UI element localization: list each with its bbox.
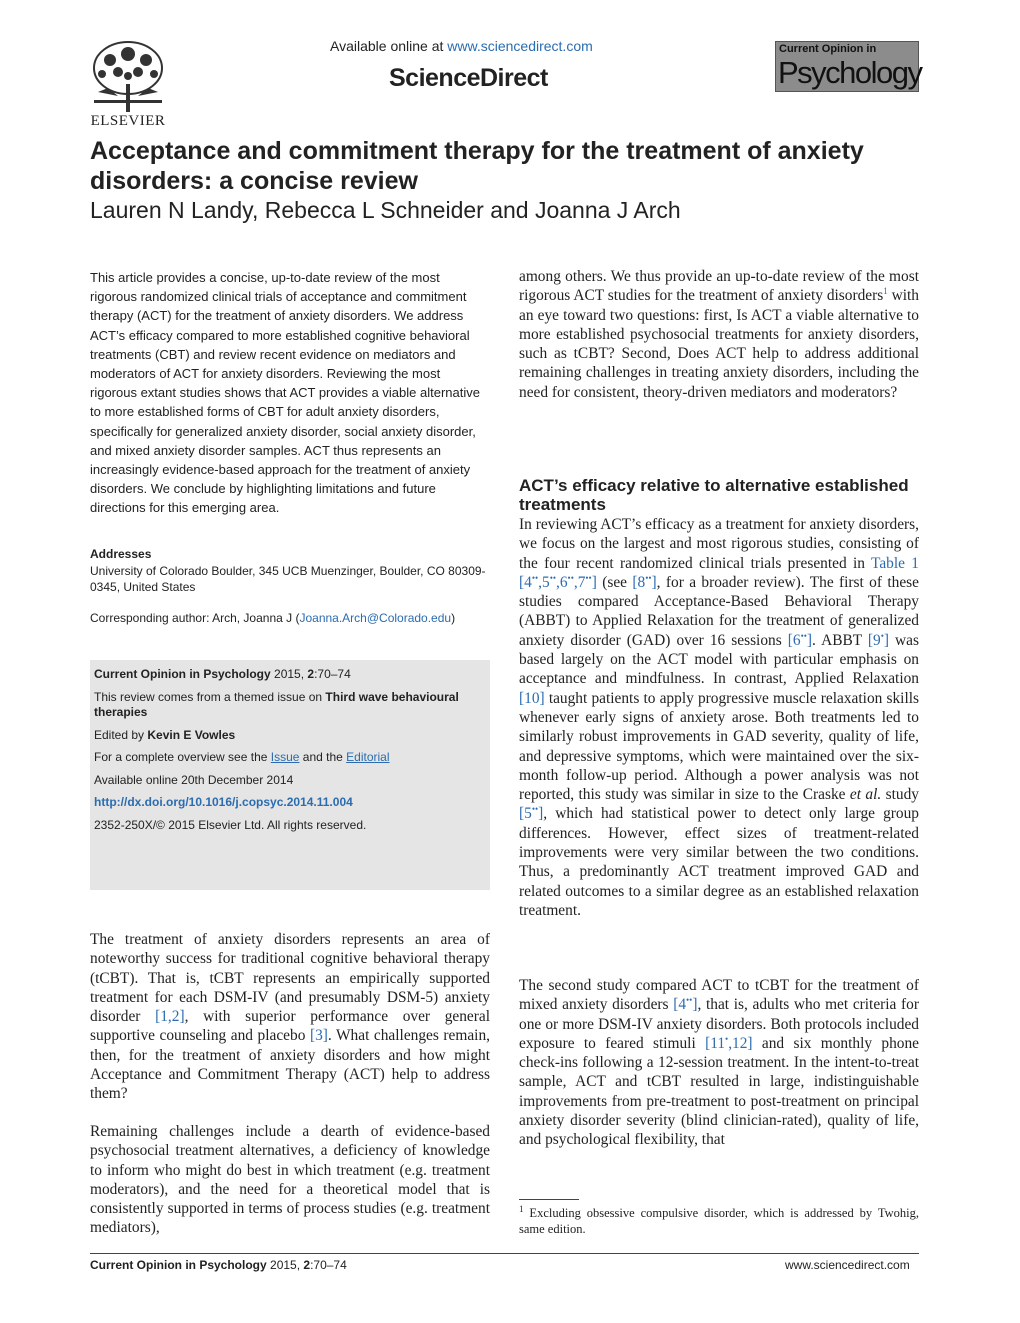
- info-copyright: 2352-250X/© 2015 Elsevier Ltd. All rights reserved.: [94, 817, 367, 832]
- text-run: and six monthly phone check-ins following a 12-session treatment. In the intent-to-treat sample, ACT and tCBT resulted in large, indistinguishable improvements from pre-treatment to post-treatment on principal anxiety disorder severity (blind clinician-rated), quality of life, and psychological flexibility, that: [519, 1034, 919, 1149]
- abstract: This article provides a concise, up-to-date review of the most rigorous randomized clinical trials of acceptance and commitment therapy (ACT) for the treatment of anxiety disorders. We address ACT’s efficacy compared to more established cognitive behavioral treatments (CBT) and review recent evidence on mediators and moderators of ACT for anxiety disorders. Reviewing the most rigorous extant studies shows that ACT provides a viable alternative to more established forms of CBT for adult anxiety disorders, specifically for generalized anxiety disorder, social anxiety disorder, and mixed anxiety disorder samples. ACT thus represents an increasingly evidence-based approach for the treatment of anxiety disorders. We conclude by highlighting limitations and future directions for this emerging area.: [90, 270, 480, 516]
- reference-link[interactable]: [673, 996, 697, 1013]
- ref-text: ]: [883, 631, 890, 649]
- corresponding-email-link[interactable]: Joanna.Arch@Colorado.edu: [299, 611, 452, 625]
- ref-text: Table 1 [4: [519, 554, 919, 591]
- ref-text: ]: [692, 996, 698, 1014]
- ref-dots: •: [880, 630, 884, 641]
- info-volume: 2: [307, 667, 315, 681]
- info-overview-mid: and the: [299, 750, 347, 764]
- addresses-text: University of Colorado Boulder, 345 UCB Muenzinger, Boulder, CO 80309-0345, United States: [90, 564, 486, 594]
- reference-link[interactable]: [788, 632, 812, 649]
- reference-link[interactable]: [868, 632, 889, 649]
- article-title: Acceptance and commitment therapy for the treatment of anxiety disorders: a concise review: [90, 137, 864, 195]
- corresponding-author: [90, 610, 490, 626]
- ref-text: [6: [787, 631, 801, 649]
- info-box: [90, 660, 490, 890]
- text-run: The treatment of anxiety disorders represents an area of noteworthy success for traditional cognitive behavioral therapy (tCBT). That is, tCBT represents an empirically supported treatment for each DSM-IV (and presumably DSM-5) anxiety disorder: [90, 931, 490, 1026]
- text-run: study: [881, 786, 919, 804]
- ref-text: ,12]: [728, 1034, 753, 1052]
- footer-citation: [90, 1258, 347, 1272]
- footnote-text: Excluding obsessive compulsive disorder, which is addressed by Twohig, same edition.: [519, 1206, 919, 1236]
- ref-text: [4: [673, 996, 687, 1014]
- text-run: et al.: [849, 786, 882, 804]
- info-theme-name: Third wave behavioural therapies: [94, 689, 459, 719]
- info-editor-name: Kevin E Vowles: [147, 727, 236, 742]
- ref-text: [8: [632, 573, 646, 591]
- ref-text: ]: [538, 805, 544, 823]
- footnote-number: 1: [519, 1203, 524, 1214]
- reference-link[interactable]: [705, 1035, 752, 1052]
- text-run: In reviewing ACT’s efficacy as a treatment for anxiety disorders, we focus on the largest and most rigorous studies, consisting of the four recent randomized clinical trials presented in: [519, 516, 919, 572]
- body-paragraph-right-2: [519, 515, 919, 920]
- ref-text: [11: [705, 1034, 726, 1052]
- ref-dots: ••: [531, 572, 539, 583]
- addresses-heading: Addresses: [90, 547, 152, 561]
- elsevier-logo: [88, 40, 168, 128]
- info-journal: Current Opinion in Psychology: [94, 667, 271, 681]
- info-overview: [94, 750, 486, 766]
- text-run: , which had statistical power to detect only large group differences. However, effect sizes of treatment-related improvements were very similar between the two conditions. Thus, a predominantly ACT treatment improved GAD and related outcomes to a similar degree as an established relaxation treatment.: [519, 805, 919, 919]
- body-paragraph-right-1: [519, 267, 919, 402]
- corresponding-prefix: Corresponding author: Arch, Joanna J (: [90, 611, 300, 625]
- footer-divider: [90, 1253, 919, 1254]
- footer-year: 2015,: [266, 1258, 304, 1272]
- elsevier-tree-icon: [88, 40, 168, 112]
- sciencedirect-brand: ScienceDirect: [389, 64, 548, 92]
- text-run: (see: [596, 573, 633, 591]
- article-authors: Lauren N Landy, Rebecca L Schneider and Joanna J Arch: [90, 197, 681, 223]
- journal-logo-top: Current Opinion in: [779, 43, 877, 55]
- footer-journal: Current Opinion in Psychology: [90, 1258, 267, 1272]
- info-theme-prefix: This review comes from a themed issue on: [94, 689, 326, 704]
- ref-dots: ••: [645, 572, 652, 583]
- reference-link[interactable]: [519, 805, 543, 822]
- info-pages: :70–74: [314, 667, 351, 681]
- info-edited-prefix: Edited by: [94, 727, 148, 742]
- journal-logo-main: Psychology: [778, 55, 922, 90]
- editorial-link[interactable]: Editorial: [346, 750, 390, 764]
- text-run: The second study compared ACT to tCBT for the treatment of mixed anxiety disorders: [519, 977, 919, 1014]
- text-run: among others. We thus provide an up-to-date review of the most rigorous ACT studies for the treatment of anxiety disorders: [519, 268, 919, 305]
- ref-dots: ••: [800, 630, 807, 641]
- body-paragraph-right-3: [519, 976, 919, 1150]
- text-run: was based largely on the ACT model with particular emphasis on acceptance and mindfulness. In contrast, Applied Relaxation: [519, 631, 919, 688]
- doi-link[interactable]: http://dx.doi.org/10.1016/j.copsyc.2014.11.004: [94, 795, 353, 809]
- available-online: [330, 38, 593, 54]
- ref-text: [9: [867, 631, 881, 649]
- text-run: with an eye toward two questions: first, Is ACT a viable alternative to more established psychosocial treatments for anxiety disorders, such as tCBT? Second, Does ACT help to address additional remaining challenges in treating anxiety disorders, including the need for consistent, theory-driven mediators and moderators?: [519, 287, 920, 401]
- ref-text: ,6: [556, 573, 568, 591]
- reference-link[interactable]: [1,2]: [155, 1008, 185, 1026]
- text-run: . What challenges remain, then, for the treatment of anxiety disorders and how might Acceptance and Commitment Therapy (ACT) help to address them?: [90, 1027, 490, 1103]
- footer-volume: 2: [303, 1258, 311, 1272]
- available-prefix: Available online at: [330, 38, 448, 54]
- text-run: , that is, adults who met criteria for one or more DSM-IV anxiety disorders. Both protocols included exposure to feared stimuli: [519, 996, 919, 1052]
- info-available: Available online 20th December 2014: [94, 772, 294, 787]
- footnote-marker[interactable]: 1: [883, 286, 888, 297]
- ref-dots: ••: [585, 572, 592, 583]
- info-theme: [94, 690, 486, 721]
- ref-text: ,5: [538, 573, 550, 591]
- ref-text: ]: [806, 631, 813, 649]
- text-run: , with superior performance over general supportive counseling and placebo: [90, 1008, 490, 1045]
- footnote-divider: [519, 1199, 579, 1200]
- footnote: [519, 1205, 919, 1237]
- ref-dots: ••: [686, 995, 693, 1006]
- info-citation: [94, 667, 486, 683]
- body-paragraph-left-2: Remaining challenges include a dearth of evidence-based psychosocial treatment alternatives, a deficiency of knowledge to inform who might do best in which treatment (e.g. treatment moderators), and the need for a theoretical model that is consistently supported in terms of process studies (e.g. treatment mediators),: [90, 1123, 490, 1237]
- ref-text: ]: [651, 573, 657, 591]
- section-heading: ACT’s efficacy relative to alternative established treatments: [519, 476, 909, 514]
- text-run: . ABBT: [812, 631, 868, 649]
- publisher-name: ELSEVIER: [90, 113, 166, 129]
- corresponding-suffix: ): [451, 611, 456, 625]
- body-paragraph-left-1: [90, 930, 490, 1104]
- text-run: , for a broader review). The first of these studies compared Acceptance-Based Behavioral Therapy (ABBT) to Applied Relaxation for the treatment of generalized anxiety disorder (GAD) over 16 sessions: [519, 573, 919, 649]
- info-overview-prefix: For a complete overview see the: [94, 750, 271, 764]
- ref-text: ,7: [573, 573, 586, 591]
- journal-logo: [775, 41, 922, 92]
- ref-dots: ••: [531, 804, 539, 815]
- ref-dots: ••: [549, 572, 556, 583]
- info-editor: [94, 728, 486, 744]
- ref-text: [5: [519, 805, 532, 823]
- ref-text: ]: [591, 573, 597, 591]
- footer-site-link[interactable]: www.sciencedirect.com: [785, 1258, 910, 1272]
- ref-dots: •: [725, 1033, 729, 1044]
- ref-dots: ••: [567, 572, 574, 583]
- reference-link[interactable]: [10]: [519, 689, 545, 707]
- sciencedirect-link[interactable]: www.sciencedirect.com: [447, 38, 593, 54]
- issue-link[interactable]: Issue: [270, 750, 300, 764]
- reference-link[interactable]: [3]: [309, 1027, 328, 1045]
- text-run: taught patients to apply progressive muscle relaxation skills whenever early signs of anxiety arose. Both treatments led to similarly robust improvements in GAD severity, quality of life, and depressive symptoms, which were maintained over the six-month follow-up period. Although a power analysis was not reported, this study was similar in size to the Craske: [519, 689, 919, 804]
- reference-link[interactable]: [632, 574, 656, 591]
- info-year: 2015,: [270, 667, 308, 681]
- footer-pages: :70–74: [310, 1258, 347, 1272]
